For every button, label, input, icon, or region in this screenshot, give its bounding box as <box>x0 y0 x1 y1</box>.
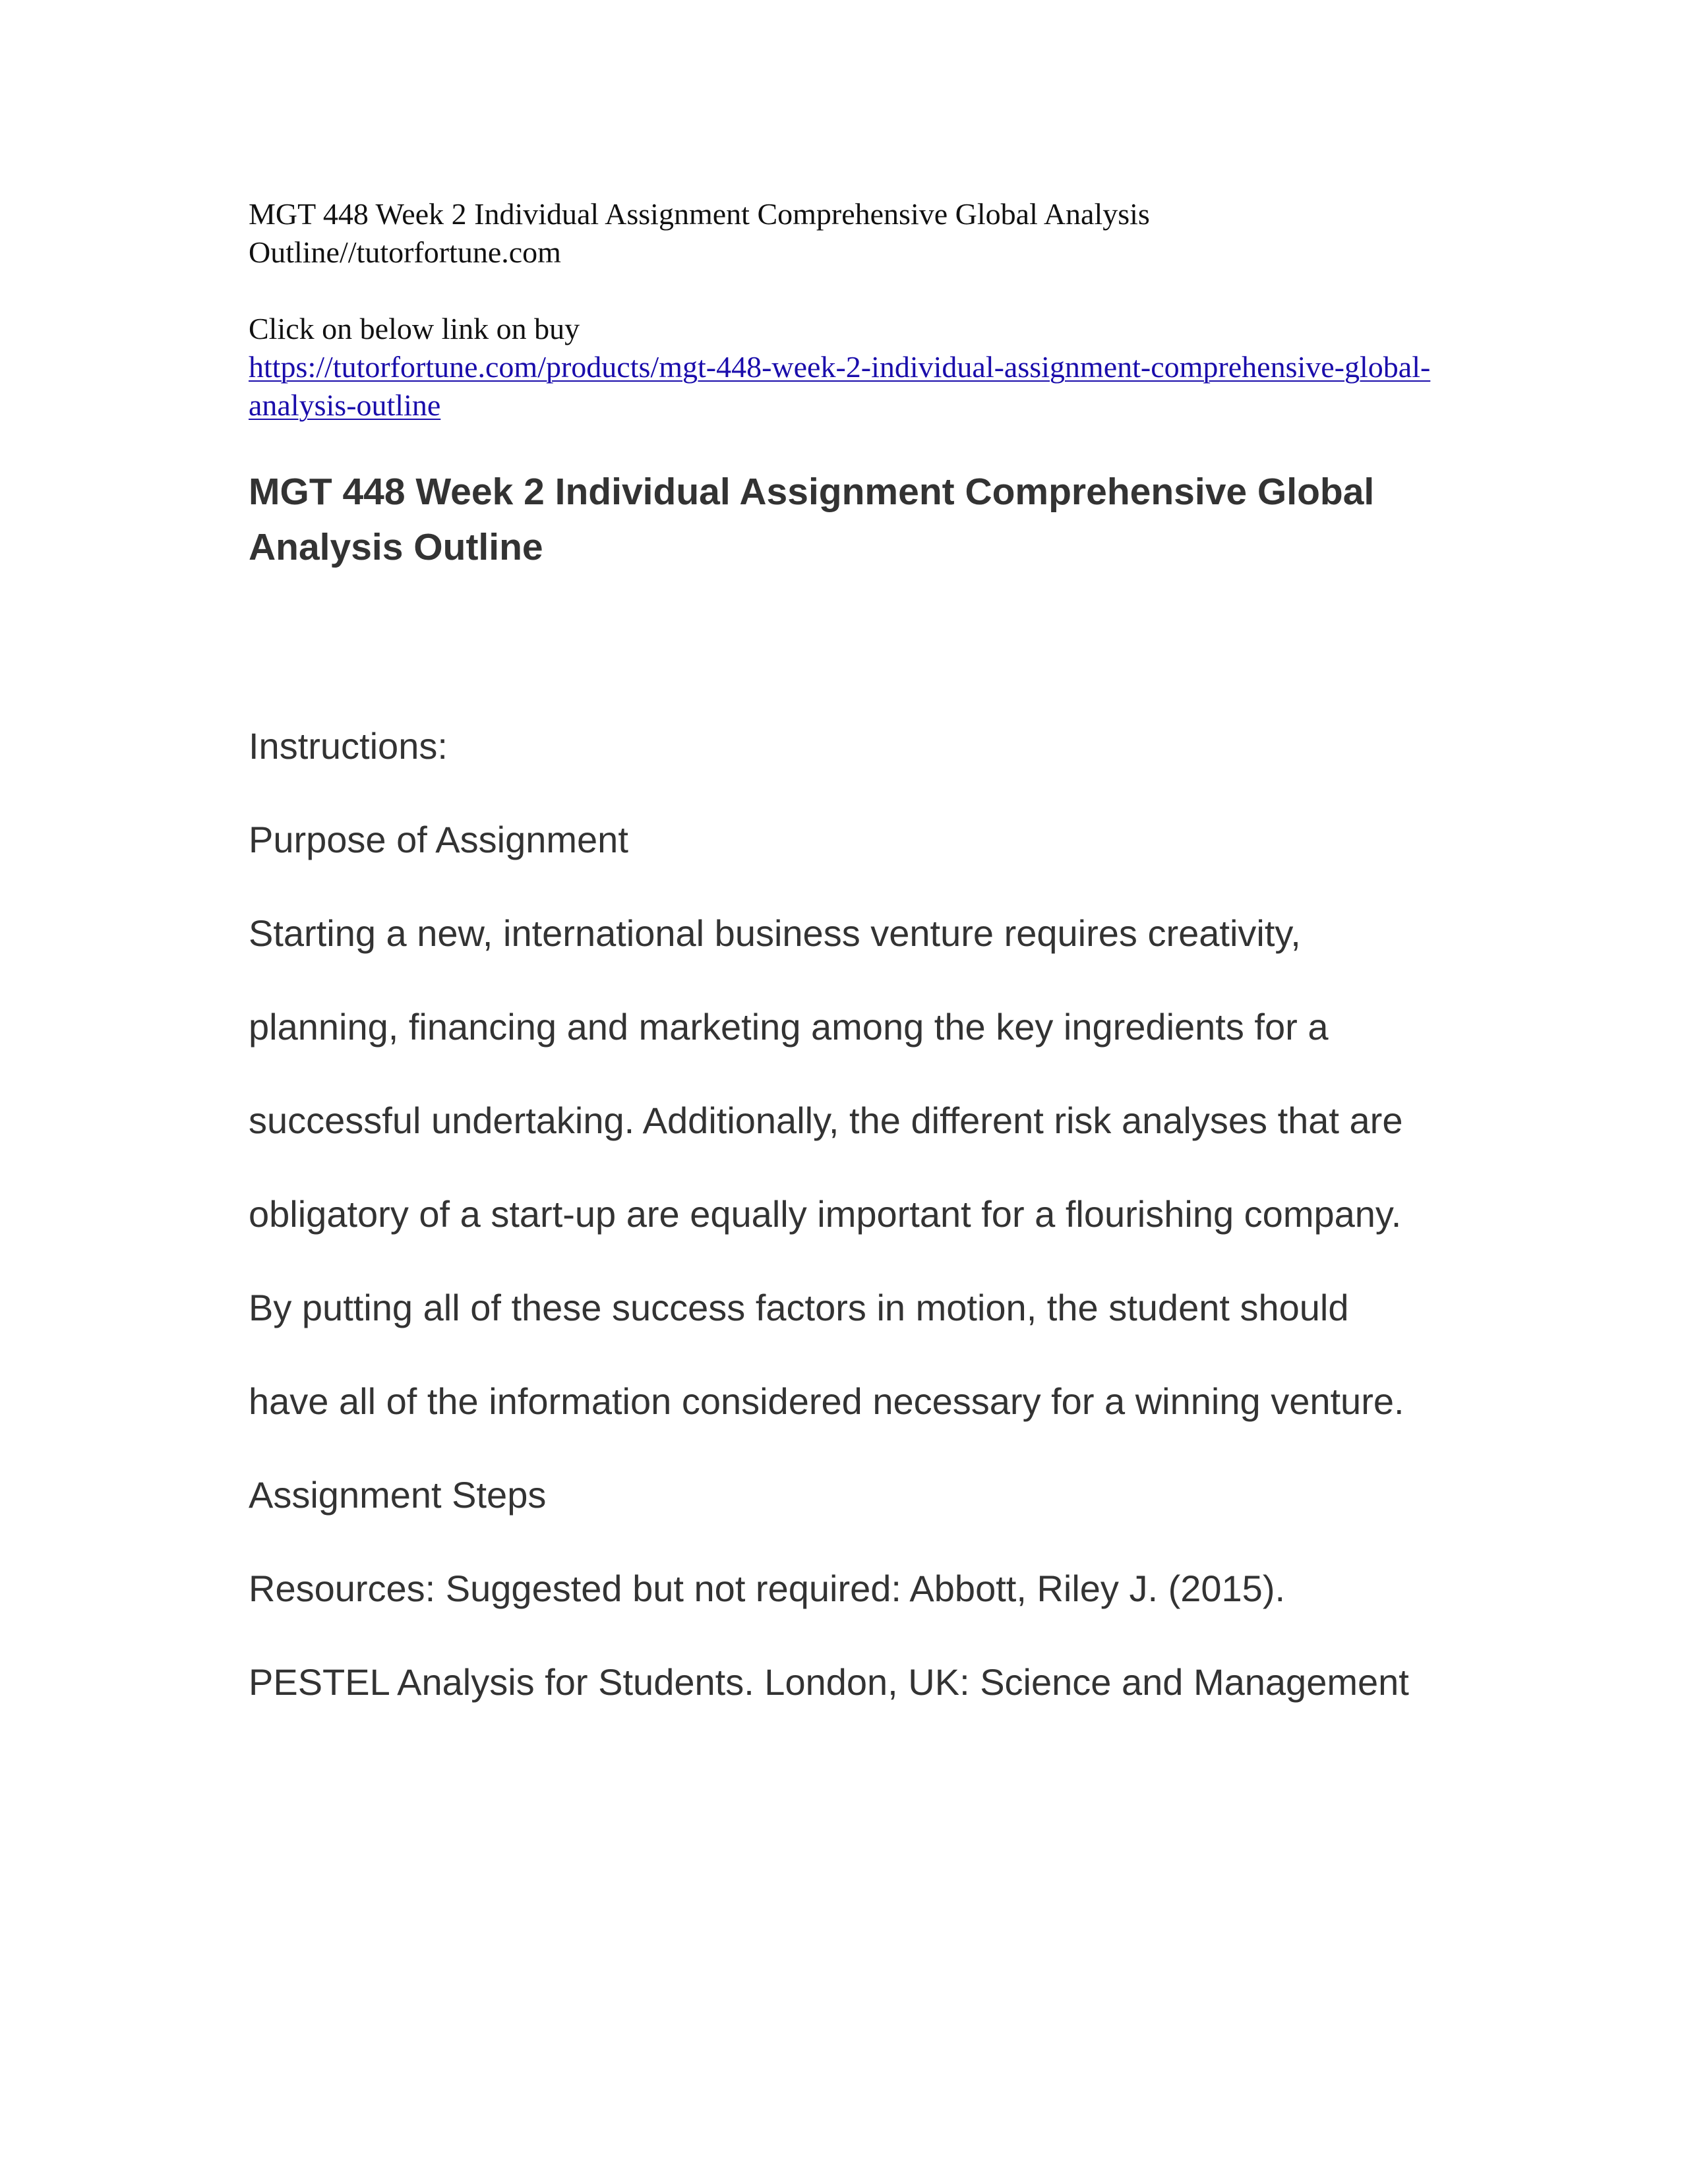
document-body <box>249 719 1449 1710</box>
paragraph-line: Starting a new, international business venture requires creativity, <box>249 912 1301 954</box>
paragraph-assignment-steps: Assignment Steps <box>249 1474 547 1516</box>
paragraph-line: successful undertaking. Additionally, the different risk analyses that are <box>249 1100 1403 1141</box>
paragraph-instructions: Instructions: <box>249 725 448 767</box>
paragraph-line: have all of the information considered necessary for a winning venture. <box>249 1380 1404 1422</box>
intro-title: MGT 448 Week 2 Individual Assignment Comprehensive Global Analysis Outline//tutorfortune.com <box>249 197 1150 269</box>
document-content <box>249 195 1449 1748</box>
intro-block <box>249 195 1449 425</box>
paragraph-line: By putting all of these success factors in motion, the student should <box>249 1287 1349 1328</box>
paragraph-pestel: PESTEL Analysis for Students. London, UK: Science and Management <box>249 1661 1409 1703</box>
paragraph-resources: Resources: Suggested but not required: Abbott, Riley J. (2015). <box>249 1568 1286 1609</box>
click-instruction: Click on below link on buy <box>249 312 580 345</box>
paragraph-line: obligatory of a start-up are equally important for a flourishing company. <box>249 1193 1402 1235</box>
document-heading: MGT 448 Week 2 Individual Assignment Comprehensive Global Analysis Outline <box>249 471 1375 568</box>
product-link[interactable]: https://tutorfortune.com/products/mgt-448-week-2-individual-assignment-comprehensive-global-analysis-outline <box>249 350 1431 422</box>
paragraph-purpose: Purpose of Assignment <box>249 819 628 860</box>
paragraph-line: planning, financing and marketing among the key ingredients for a <box>249 1006 1329 1048</box>
